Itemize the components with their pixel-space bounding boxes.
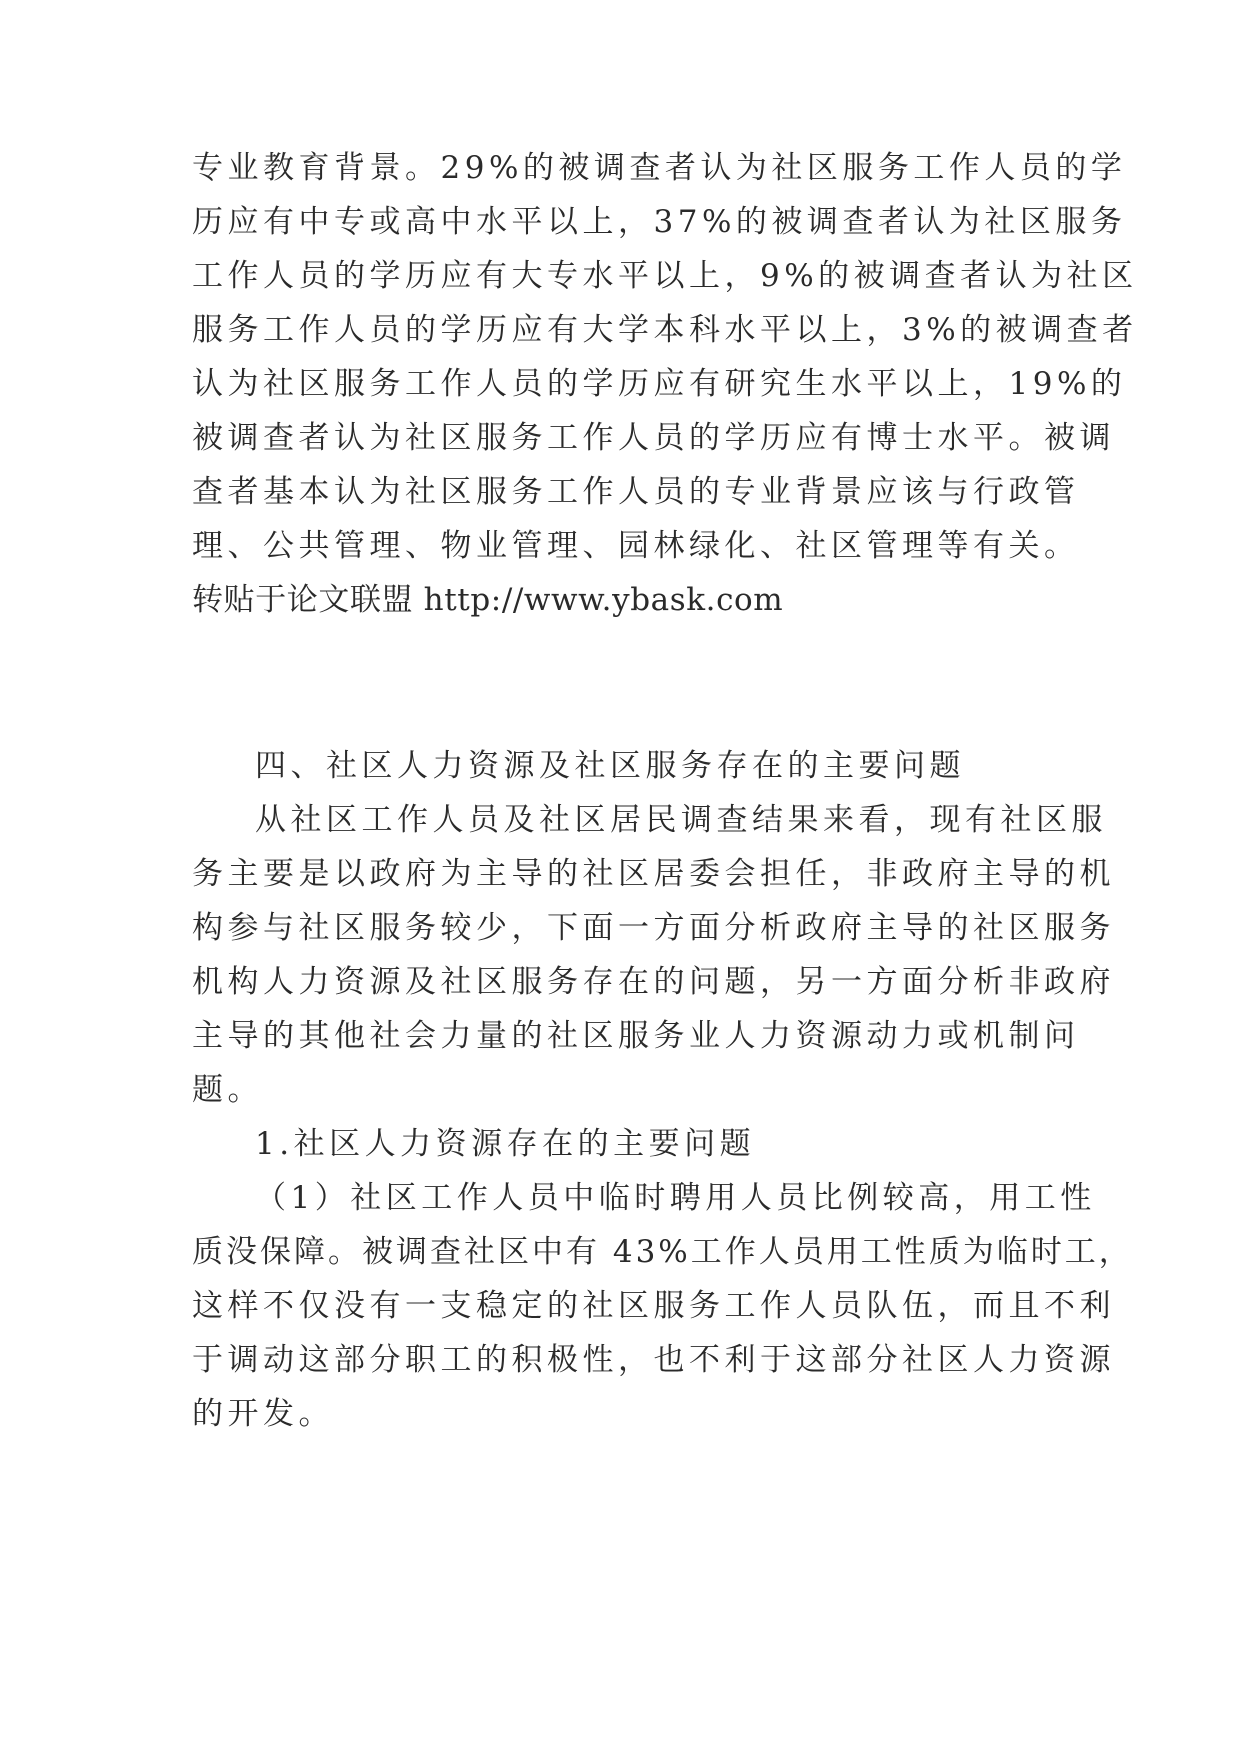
paragraph-line: 于调动这部分职工的积极性，也不利于这部分社区人力资源 — [192, 1342, 1115, 1378]
paragraph-line: （1）社区工作人员中临时聘用人员比例较高，用工性 — [255, 1180, 1096, 1216]
paragraph-line: 理、公共管理、物业管理、园林绿化、社区管理等有关。 — [192, 528, 1080, 564]
paragraph-line: 机构人力资源及社区服务存在的问题，另一方面分析非政府 — [192, 964, 1115, 1000]
sub-heading: 1.社区人力资源存在的主要问题 — [255, 1126, 756, 1162]
paragraph-line: 工作人员的学历应有大专水平以上，9%的被调查者认为社区 — [192, 258, 1138, 294]
paragraph-line: 历应有中专或高中水平以上，37%的被调查者认为社区服务 — [192, 204, 1127, 240]
paragraph-line: 专业教育背景。29%的被调查者认为社区服务工作人员的学 — [192, 150, 1127, 186]
paragraph-line: 的开发。 — [192, 1396, 334, 1432]
paragraph-line: 质没保障。被调查社区中有 43%工作人员用工性质为临时工， — [192, 1234, 1133, 1270]
paragraph-line: 查者基本认为社区服务工作人员的专业背景应该与行政管 — [192, 474, 1080, 510]
repost-link[interactable]: 转贴于论文联盟 http://www.ybask.com — [192, 582, 784, 618]
paragraph-line: 构参与社区服务较少，下面一方面分析政府主导的社区服务 — [192, 910, 1115, 946]
paragraph-line: 主导的其他社会力量的社区服务业人力资源动力或机制问 — [192, 1018, 1080, 1054]
paragraph-line: 从社区工作人员及社区居民调查结果来看，现有社区服 — [255, 802, 1107, 838]
paragraph-line: 务主要是以政府为主导的社区居委会担任，非政府主导的机 — [192, 856, 1115, 892]
section-heading: 四、社区人力资源及社区服务存在的主要问题 — [255, 748, 965, 784]
paragraph-line: 被调查者认为社区服务工作人员的学历应有博士水平。被调 — [192, 420, 1115, 456]
paragraph-line: 这样不仅没有一支稳定的社区服务工作人员队伍，而且不利 — [192, 1288, 1115, 1324]
paragraph-line: 认为社区服务工作人员的学历应有研究生水平以上，19%的 — [192, 366, 1127, 402]
paragraph-line: 题。 — [192, 1072, 263, 1108]
paragraph-line: 服务工作人员的学历应有大学本科水平以上，3%的被调查者 — [192, 312, 1138, 348]
